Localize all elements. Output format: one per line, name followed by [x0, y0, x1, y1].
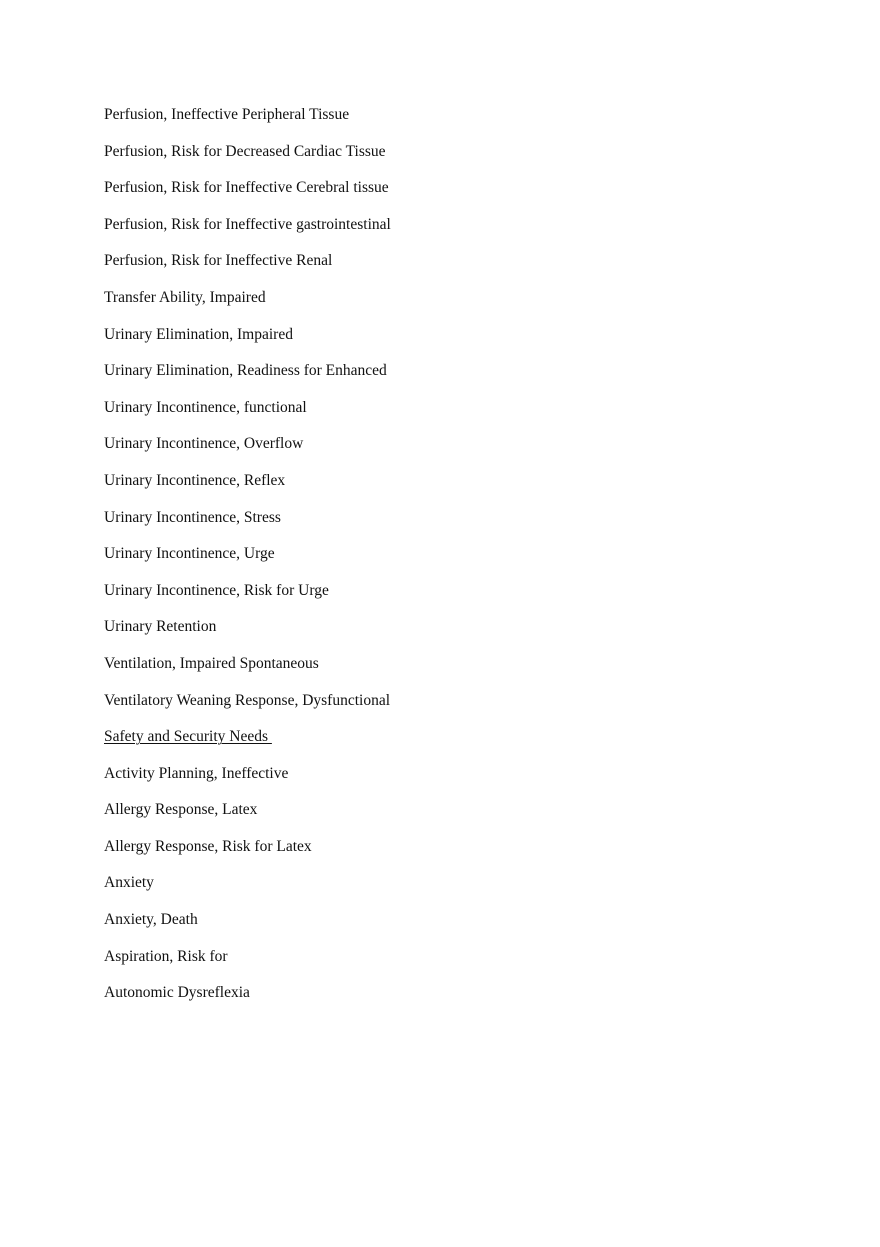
list-item: Allergy Response, Latex	[104, 801, 258, 819]
list-item: Perfusion, Ineffective Peripheral Tissue	[104, 106, 350, 123]
list-item: Urinary Elimination, Impaired	[104, 325, 293, 343]
list-item: Urinary Elimination, Readiness for Enhanced	[104, 362, 387, 380]
list-item: Urinary Incontinence, functional	[104, 398, 307, 416]
list-item: Urinary Retention	[104, 618, 217, 636]
list-item: Autonomic Dysreflexia	[104, 984, 250, 1002]
list-item: Allergy Response, Risk for Latex	[104, 837, 312, 855]
list-item: Urinary Incontinence, Urge	[104, 545, 275, 563]
list-item: Anxiety	[104, 874, 154, 892]
section-heading: Safety and Security Needs	[104, 728, 272, 746]
list-item: Ventilatory Weaning Response, Dysfunctional	[104, 691, 391, 709]
list-item: Perfusion, Risk for Ineffective gastrointestinal	[104, 215, 391, 233]
list-item: Urinary Incontinence, Risk for Urge	[104, 581, 329, 599]
list-item: Aspiration, Risk for	[104, 947, 228, 965]
list-item: Anxiety, Death	[104, 911, 198, 929]
list-item: Perfusion, Risk for Ineffective Cerebral tissue	[104, 179, 389, 197]
list-item: Urinary Incontinence, Stress	[104, 508, 281, 526]
list-item: Urinary Incontinence, Overflow	[104, 435, 304, 453]
list-item: Urinary Incontinence, Reflex	[104, 471, 286, 489]
list-item: Perfusion, Risk for Ineffective Renal	[104, 252, 333, 270]
list-item: Transfer Ability, Impaired	[104, 288, 266, 306]
diagnosis-list	[104, 104, 391, 1019]
list-item: Activity Planning, Ineffective	[104, 764, 289, 782]
list-item: Perfusion, Risk for Decreased Cardiac Tissue	[104, 142, 386, 160]
list-item: Ventilation, Impaired Spontaneous	[104, 654, 319, 672]
